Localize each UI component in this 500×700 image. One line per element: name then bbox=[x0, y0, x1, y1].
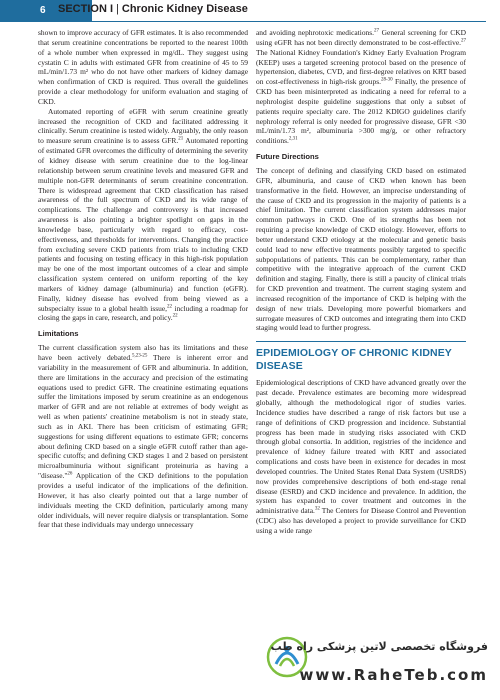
citation: 22 bbox=[172, 313, 178, 319]
chapter-title: Chronic Kidney Disease bbox=[121, 3, 248, 15]
citation: 27 bbox=[374, 28, 380, 34]
running-header bbox=[0, 0, 500, 22]
paragraph-text: There is inherent error and variability in the measurement of GFR and albuminuria. In addition, there are limitations in the accuracy and precision of the estimating equations used to predict GFR. The creatinine estimating equations suffer the limitations imposed by serum creatinine as an endogenous marker of GFR and are not reliable at extremes of body weight as well as when patients' creatinine metabolism is not in steady state, such as in AKI. There has been criticism of estimating GFR; suggestions for using different equations to estimate GFR; concerns about defining CKD based on a single eGFR cutoff rather than age-specific cutoffs; and defining CKD stages 1 and 2 based on persistent microalbuminuria without significant proteinuria as having a "disease." bbox=[38, 353, 248, 481]
paragraph-text: The current classification system also has its limitations and these have been actively debated. bbox=[38, 343, 248, 362]
paragraph bbox=[38, 28, 248, 107]
left-column bbox=[38, 28, 248, 530]
header-rule bbox=[38, 21, 486, 22]
paragraph bbox=[38, 107, 248, 324]
paragraph-text: shown to improve accuracy of GFR estimates. It is also recommended that serum creatinine concentrations be reported to the nearest 100th of a whole number when expressed in mg/dL. They suggest using cystatin C in adults with estimated GFR from creatinine of 45 to 59 mL/min/1.73 m² who do not have other markers of kidney damage when confirmation of CKD is required. Thus overall the guidelines provide a clear methodology for uniform evaluation and staging of CKD. bbox=[38, 28, 248, 106]
section-heading-line: EPIDEMIOLOGY OF CHRONIC KIDNEY bbox=[256, 347, 452, 360]
paragraph-text: The National Kidney Foundation's Kidney Early Evaluation Program (KEEP) uses a targeted screening protocol based on the presence of hypertension, diabetes, CVD, and first-degree relatives on KRT based on cost-effectiveness in high-risk groups. bbox=[256, 47, 466, 87]
citation: 22 bbox=[167, 304, 173, 310]
paragraph-text: and avoiding nephrotoxic medications. bbox=[256, 28, 375, 37]
paragraph-text: The concept of defining and classifying CKD based on estimated GFR, albuminuria, and cause of CKD when known has been transformative in the field. However, an imprecise understanding of the cause of CKD and its progression in the majority of patients is a chief limitation. The current classification system addresses major common pathways in CKD. One of its strengths has been not requiring a precise knowledge of CKD etiology. However, efforts to better understand CKD etiology at the molecular and genetic basis could lead to new effective treatments possibly targeted to specific subpopulations of patients. This can be complementary, rather than competitive with the integrative approach of the current CKD definition and staging. Finally, there is still a paucity of clinical trials for CKD prevention and treatment. The current staging system and increased recognition of the importance of CKD is helping with the design of new trials. Developing more powerful biomarkers and surrogate measures of CKD outcomes and integrating them into CKD staging would lead to further progress. bbox=[256, 165, 466, 333]
subheading-future-directions: Future Directions bbox=[256, 152, 319, 162]
watermark-url: www.RaheTeb.com bbox=[299, 666, 488, 684]
paragraph bbox=[256, 166, 466, 333]
paragraph bbox=[38, 343, 248, 530]
page-number: 6 bbox=[40, 5, 46, 16]
citation: 27 bbox=[461, 38, 466, 44]
citation: 21 bbox=[178, 136, 184, 142]
citation: 5,23-25 bbox=[131, 353, 148, 359]
header-separator: | bbox=[116, 3, 119, 15]
section-label bbox=[58, 3, 248, 15]
paragraph bbox=[256, 28, 466, 146]
paragraph-text: Automated reporting of estimated GFR overcomes the difficulty of determining the severity of kidney disease with serum creatinine due to the log-linear relationship between serum creatinine levels and measured GFR and multiple non-GFR determinants of serum creatinine concentration. There is widespread agreement that CKD classification has raised awareness of the full spectrum of CKD and its wide range of complications. The challenge and controversy is that increased awareness is also pointing a brighter spotlight on gaps in the knowledge base, particularly with regard to efficacy, cost-effectiveness, and thresholds for interventions. Changing the practice from excluding severe CKD patients from trials to including CKD patients and focusing on testing efficacy in this high-risk population may be one of the most important outcomes of a clear and simple classification system centered on uniform reporting of the key markers of kidney damage (albuminuria) and function (eGFR). Finally, kidney disease has evolved from being viewed as a subspecialty issue to a global health issue, bbox=[38, 136, 249, 313]
watermark bbox=[262, 632, 492, 694]
citation: 26 bbox=[67, 471, 73, 477]
subheading-limitations: Limitations bbox=[38, 329, 79, 339]
section-name: SECTION I bbox=[58, 3, 114, 15]
section-heading-line: DISEASE bbox=[256, 359, 303, 372]
paragraph bbox=[256, 378, 466, 536]
paragraph-text: The Centers for Disease Control and Prevention (CDC) also has developed a project to provide surveillance for CKD using a wide range bbox=[256, 506, 467, 535]
paragraph-text: General screening for CKD using eGFR has not been directly demonstrated to be cost-effective. bbox=[256, 28, 466, 47]
paragraph-text: Epidemiological descriptions of CKD have advanced greatly over the past decade. Prevalence estimates are becoming more widespread globally, although the methodological rigor of studies varies. Incidence studies have described a range of risk factors but use a range of definitions of CKD progression and incidence. Substantial progress has been made in studying risks associated with CKD through global consortia. In addition, registries of the incidence and prevalence of kidney failure treated with KRT and associated complications and costs have been in existence for decades in most developed countries. The United States Renal Data System (USRDS) now provides comprehensive descriptions of both end-stage renal disease (ESRD) and CKD incidence and prevalence. In addition, the system has expanded to cover treatment and outcomes in the administrative data. bbox=[256, 378, 466, 516]
citation: 2,31 bbox=[288, 136, 298, 142]
section-heading-epidemiology bbox=[256, 341, 466, 372]
citation: 32 bbox=[314, 506, 320, 512]
citation: 28-30 bbox=[380, 77, 393, 83]
paragraph-text: including a roadmap for closing the gaps in care, research, and policy. bbox=[38, 303, 248, 323]
paragraph-text: Application of the CKD definitions to the population provides a useful indicator of the implications of the definition. However, it has also clearly pointed out that a large number of individuals meeting the CKD definition, particularly among many older individuals, will never require dialysis or transplantation. Some fear that these individuals may undergo unnecessary bbox=[38, 471, 248, 530]
paragraph-text: Automated reporting of eGFR with serum creatinine greatly increased the recognition of CKD and facilitated addressing it clinically. Serum creatinine is tested widely. Arguably, the only reason to measure serum creatinine is to assess GFR. bbox=[38, 106, 248, 146]
paragraph-text: Finally, the presence of CKD has been misinterpreted as indicating a need for referral to a nephrologist despite guideline suggestions that only a subset of patients require specialty care. The 2012 KDIGO guidelines clarify nephrology referral is only needed for progressive disease, GFR <30 mL/min/1.73 m², albuminuria >300 mg/g, or other refractory conditions. bbox=[256, 77, 466, 146]
right-column bbox=[256, 28, 466, 536]
watermark-persian-text: فروشگاه تخصصی لاتین پزشکی راه طب bbox=[270, 640, 488, 653]
